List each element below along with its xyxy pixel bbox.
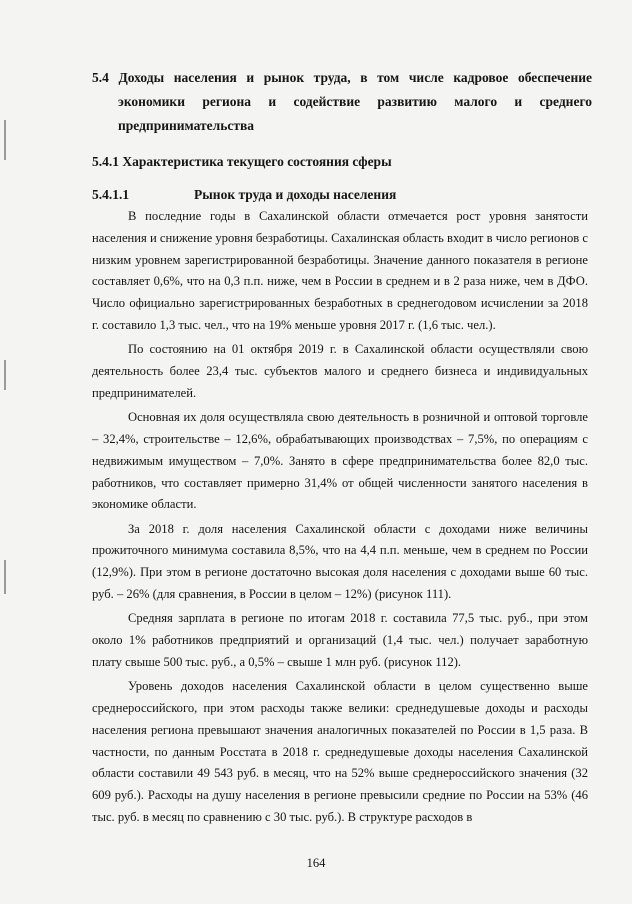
section-heading (92, 66, 592, 138)
paragraph: Уровень доходов населения Сахалинской области в целом существенно выше среднероссийского, при этом расходы также велики: среднедушевые доходы и расходы населения региона превышают значения аналогичных показателей по России в 1,5 раза. В частности, по данным Росстата в 2018 г. среднедушевые доходы населения Сахалинской области составили 49 543 руб. в месяц, что на 52% выше среднероссийского значения (32 609 руб.). Расходы на душу населения в регионе превысили средние по России на 53% (46 тыс. руб. в месяц по сравнению с 30 тыс. руб.). В структуре расходов в (92, 679, 588, 825)
paragraph: В последние годы в Сахалинской области отмечается рост уровня занятости населения и снижение уровня безработицы. Сахалинская область входит в число регионов с низким уровнем зарегистрированной безработицы. Значение данного показателя в регионе составляет 0,6%, что на 0,3 п.п. ниже, чем в России в среднем и в 2 раза ниже, чем в ДФО. Число официально зарегистрированных безработных в среднегодовом исчислении за 2018 г. составило 1,3 тыс. чел., что на 19% меньше уровня 2017 г. (1,6 тыс. чел.). (92, 209, 588, 332)
paragraph: Основная их доля осуществляла свою деятельность в розничной и оптовой торговле – 32,4%, строительстве – 12,6%, обрабатывающих производствах – 7,5%, по операциям с недвижимым имуществом – 7,0%. Занято в сфере предпринимательства более 82,0 тыс. работников, что составляет примерно 31,4% от общей численности занятого населения в экономике области. (92, 410, 588, 512)
paragraph: По состоянию на 01 октября 2019 г. в Сахалинской области осуществляли свою деятельность более 23,4 тыс. субъектов малого и среднего бизнеса и индивидуальных предпринимателей. (92, 342, 588, 400)
section-heading-line: 5.4 Доходы населения и рынок труда, в том числе кадровое обеспечение (92, 70, 592, 85)
subsubsection-title: Рынок труда и доходы населения (194, 187, 397, 202)
subsubsection-heading (92, 183, 592, 207)
subsection-heading: 5.4.1 Характеристика текущего состояния сферы (92, 154, 392, 169)
page-number: 164 (306, 856, 326, 870)
paragraph: Средняя зарплата в регионе по итогам 2018 г. составила 77,5 тыс. руб., при этом около 1% работников предприятий и организаций (1,4 тыс. чел.) получает заработную плату свыше 500 тыс. руб., а 0,5% – свыше 1 млн руб. (рисунок 112). (92, 611, 588, 669)
section-heading-line: предпринимательства (118, 118, 255, 133)
section-heading-line: экономики региона и содействие развитию малого и среднего (118, 94, 592, 109)
body-text (92, 206, 588, 831)
scan-edge-mark (4, 560, 6, 594)
scan-edge-mark (4, 120, 6, 160)
scan-edge-mark (4, 360, 6, 390)
subsubsection-number: 5.4.1.1 (92, 187, 130, 202)
paragraph: За 2018 г. доля населения Сахалинской области с доходами ниже величины прожиточного минимума составила 8,5%, что на 4,4 п.п. меньше, чем в среднем по России (12,9%). При этом в регионе достаточно высокая доля населения с доходами выше 60 тыс. руб. – 26% (для сравнения, в России в целом – 12%) (рисунок 111). (92, 521, 588, 602)
